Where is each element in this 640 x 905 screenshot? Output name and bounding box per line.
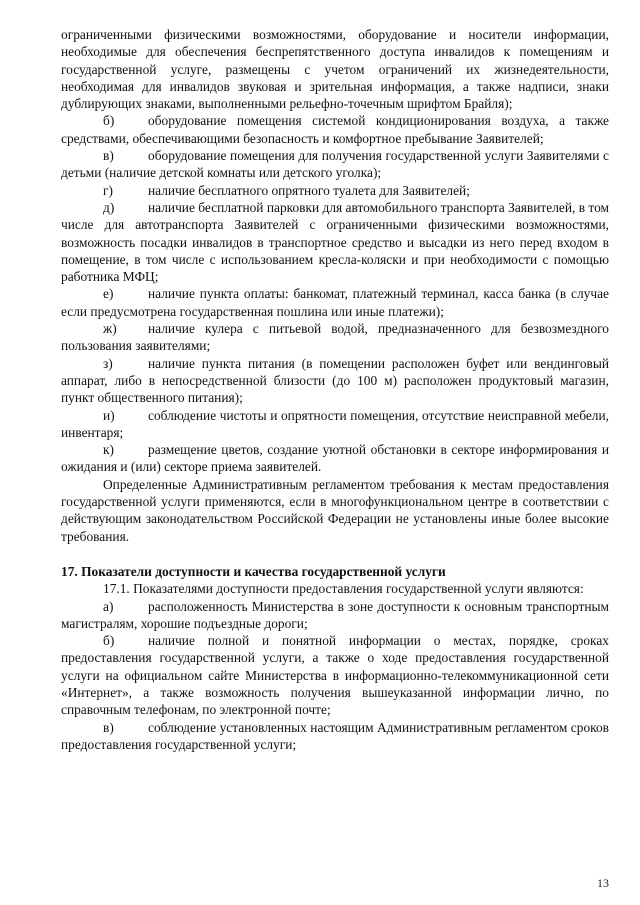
list-marker: ж) <box>103 321 117 337</box>
page-number: 13 <box>597 876 609 890</box>
document-page <box>61 26 609 753</box>
list-item-text: соблюдение установленных настоящим Административным регламентом сроков предоставления государственной услуги; <box>61 719 609 752</box>
list-item-text: наличие пункта питания (в помещении расположен буфет или вендинговый аппарат, либо в непосредственной близости (до 100 м) расположен продуктовый магазин, пункт общественного питания); <box>61 355 609 406</box>
list-marker: и) <box>103 407 115 423</box>
list-item-v <box>61 147 609 182</box>
list-marker: б) <box>103 113 115 129</box>
list-marker: к) <box>103 442 114 458</box>
list-item-text: размещение цветов, создание уютной обстановки в секторе информирования и ожидания и (или) секторе приема заявителей. <box>61 442 609 475</box>
list-item-i <box>61 407 609 442</box>
list-marker: д) <box>103 199 115 215</box>
list-item-text: наличие полной и понятной информации о местах, порядке, сроках предоставления государственной услуги, а также о ходе предоставления государственной услуги на официальном сайте Министерства в информационно-телекоммуникационной сети «Интернет», а также возможность получения вышеуказанной информации лично, по справочным телефонам, по электронной почте; <box>61 633 609 718</box>
list-item-v-2 <box>61 719 609 754</box>
list-item-b <box>61 112 609 147</box>
list-item-text: наличие кулера с питьевой водой, предназначенного для безвозмездного пользования заявителями; <box>61 321 609 354</box>
list-marker: в) <box>103 719 114 735</box>
list-item-g <box>61 182 609 199</box>
list-item-text: наличие бесплатной парковки для автомобильного транспорта Заявителей, в том числе для автотранспорта Заявителей с ограниченными физическими возможностями, возможность посадки инвалидов в транспортное средство и высадки из него перед входом в помещение, в том числе с использованием кресла-коляски и при необходимости с помощью работника МФЦ; <box>61 199 609 285</box>
list-marker: в) <box>103 148 114 164</box>
section-intro: 17.1. Показателями доступности предоставления государственной услуги являются: <box>103 581 584 597</box>
list-item-text: наличие бесплатного опрятного туалета для Заявителей; <box>148 182 470 198</box>
list-item-b-2 <box>61 632 609 718</box>
list-item-e <box>61 285 609 320</box>
list-item-zh <box>61 320 609 355</box>
list-item-text: соблюдение чистоты и опрятности помещения, отсутствие неисправной мебели, инвентаря; <box>61 407 609 440</box>
paragraph-continuation: ограниченными физическими возможностями, оборудование и носители информации, необходимые для обеспечения беспрепятственного доступа инвалидов к помещениям и государственной услуге, размещены с учетом ограничений их жизнедеятельности, необходимая для инвалидов звуковая и зрительная информация, а также надписи, знаки дублирующих знаками, выполненными рельефно-точечным шрифтом Брайля); <box>61 27 609 112</box>
list-item-z <box>61 355 609 407</box>
list-marker: г) <box>103 182 113 198</box>
list-item-k <box>61 441 609 476</box>
closing-paragraph: Определенные Административным регламентом требования к местам предоставления государственной услуги применяются, если в многофункциональном центре в соответствии с действующим законодательством Российской Федерации не установлены иные более высокие требования. <box>61 476 609 544</box>
list-marker: б) <box>103 633 115 649</box>
list-item-text: наличие пункта оплаты: банкомат, платежный терминал, касса банка (в случае если предусмотрена государственная пошлина или иные платежи); <box>61 286 609 319</box>
section-heading: 17. Показатели доступности и качества государственной услуги <box>61 563 446 579</box>
list-marker: а) <box>103 598 114 614</box>
list-item-a <box>61 598 609 633</box>
list-item-d <box>61 199 609 285</box>
list-item-text: расположенность Министерства в зоне доступности к основным транспортным магистралям, хорошие подъездные дороги; <box>61 598 609 631</box>
list-marker: з) <box>103 355 113 371</box>
list-item-text: оборудование помещения системой кондиционирования воздуха, а также средствами, обеспечивающими безопасность и комфортное пребывание Заявителей; <box>61 113 609 146</box>
list-item-text: оборудование помещения для получения государственной услуги Заявителями с детьми (наличие детской комнаты или детского уголка); <box>61 148 609 181</box>
list-marker: е) <box>103 286 114 302</box>
